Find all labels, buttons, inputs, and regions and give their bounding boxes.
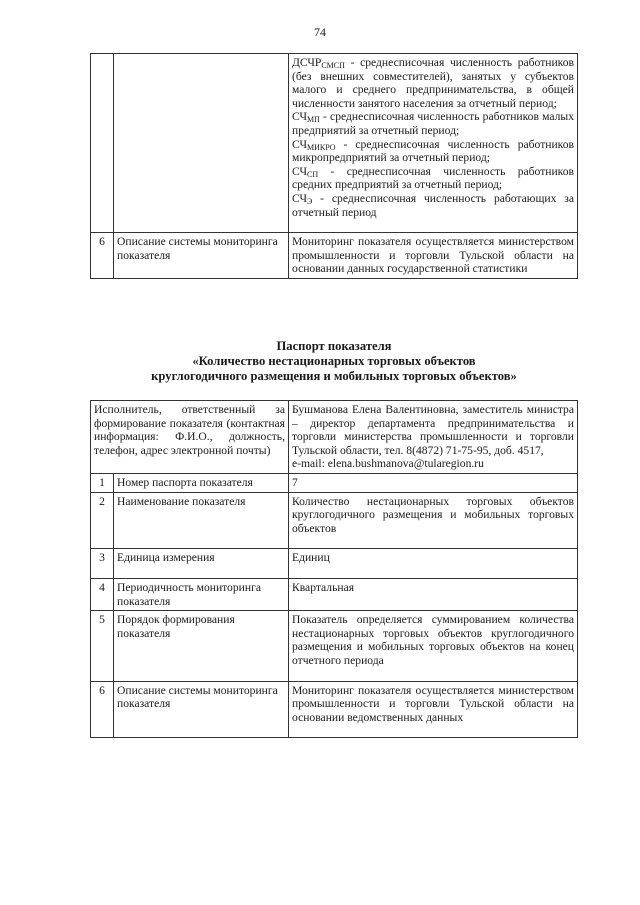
definition-text: - среднесписочная численность работников микропредприятий за отчетный период; [292, 137, 574, 165]
row-number: 2 [91, 492, 114, 549]
table-row [91, 473, 578, 492]
definition-text: - среднесписочная численность работников средних предприятий за отчетный период; [292, 164, 574, 192]
page-number: 74 [314, 25, 326, 39]
definition-text: - среднесписочная численность работников (без внешних совместителей), занятых у субъектов малого и среднего предпринимательства, в общей численности занятого населения за отчетный период; [292, 56, 574, 110]
definitions-cell [289, 54, 578, 233]
row-label: Описание системы мониторинга показателя [114, 681, 289, 738]
definition-symbol: СЧ [292, 164, 307, 178]
row-value: 7 [289, 473, 578, 492]
table-row [91, 611, 578, 681]
executor-row [91, 401, 578, 474]
row-label: Порядок формирования показателя [114, 611, 289, 681]
row-number: 4 [91, 578, 114, 610]
row-value [289, 549, 578, 579]
executor-email: e-mail: elena.bushmanova@tularegion.ru [292, 457, 484, 471]
row-value-text: Показатель определяется суммированием количества нестационарных торговых объектов круглогодичного размещения и мобильных торговых объектов на конец отчетного периода [292, 613, 574, 667]
definition-text: - среднесписочная численность работающих за отчетный период [292, 191, 574, 219]
table-row [91, 492, 578, 549]
row-value-text: Квартальная [292, 580, 355, 594]
definition-sch-mp [292, 110, 574, 137]
row-value [289, 611, 578, 681]
row-number: 5 [91, 611, 114, 681]
definition-dschr [292, 56, 574, 110]
definition-subscript: МП [306, 115, 320, 125]
definition-text: - среднесписочная численность работников малых предприятий за отчетный период; [292, 110, 574, 137]
passport-indicator-name-line2: круглогодичного размещения и мобильных торговых объектов» [151, 369, 517, 383]
definition-sch-e [292, 192, 574, 219]
row-number: 6 [91, 681, 114, 738]
definition-symbol: СЧ [292, 137, 307, 151]
definition-symbol: ДСЧР [292, 56, 322, 69]
passport-heading: Паспорт показателя [276, 339, 392, 353]
row-label: Единица измерения [114, 549, 289, 579]
definition-sch-mikro [292, 138, 574, 165]
row-label: Номер паспорта показателя [114, 473, 289, 492]
row-value [289, 681, 578, 738]
table-row [91, 233, 578, 279]
row-label: Наименование показателя [114, 492, 289, 549]
definition-symbol: СЧ [292, 191, 307, 205]
executor-label: Исполнитель, ответственный за формирование показателя (контактная информация: Ф.И.О., должность, телефон, адрес электронной почты) [91, 401, 289, 474]
row-value-text: Количество нестационарных торговых объектов круглогодичного размещения и мобильных торговых объектов [292, 494, 574, 535]
executor-value: Бушманова Елена Валентиновна, заместитель министра – директор департамента предпринимательства и торговли министерства промышленности и торговли Тульской области, тел. 8(4872) 71-75-95, доб. 4517, [292, 403, 574, 457]
row-number: 3 [91, 549, 114, 579]
passport-title [90, 339, 578, 384]
definition-symbol: СЧ [292, 110, 307, 124]
definition-subscript: МИКРО [306, 142, 336, 152]
row-value-text: Единиц [292, 551, 330, 565]
table-row [91, 681, 578, 738]
row-value-text: Мониторинг показателя осуществляется министерством промышленности и торговли Тульской области на основании ведомственных данных [292, 683, 574, 724]
definition-subscript: СП [306, 169, 319, 179]
row-number: 1 [91, 473, 114, 492]
definition-subscript: Э [306, 196, 313, 206]
row-number-cell [91, 54, 114, 233]
row-label-cell [114, 54, 289, 233]
row-value [289, 492, 578, 549]
indicator-table-continued [90, 53, 578, 279]
row-number: 6 [91, 233, 114, 279]
row-value [289, 578, 578, 610]
table-row [91, 578, 578, 610]
row-label: Периодичность мониторинга показателя [114, 578, 289, 610]
row-value: Мониторинг показателя осуществляется министерством промышленности и торговли Тульской области на основании данных государственной статистики [289, 233, 578, 279]
passport-table [90, 400, 578, 738]
table-row [91, 54, 578, 233]
row-label: Описание системы мониторинга показателя [114, 233, 289, 279]
definition-subscript: СМСП [321, 61, 345, 70]
passport-indicator-name-line1: «Количество нестационарных торговых объектов [192, 354, 476, 368]
definition-sch-sp [292, 165, 574, 192]
executor-value-cell [289, 401, 578, 474]
table-row [91, 549, 578, 579]
